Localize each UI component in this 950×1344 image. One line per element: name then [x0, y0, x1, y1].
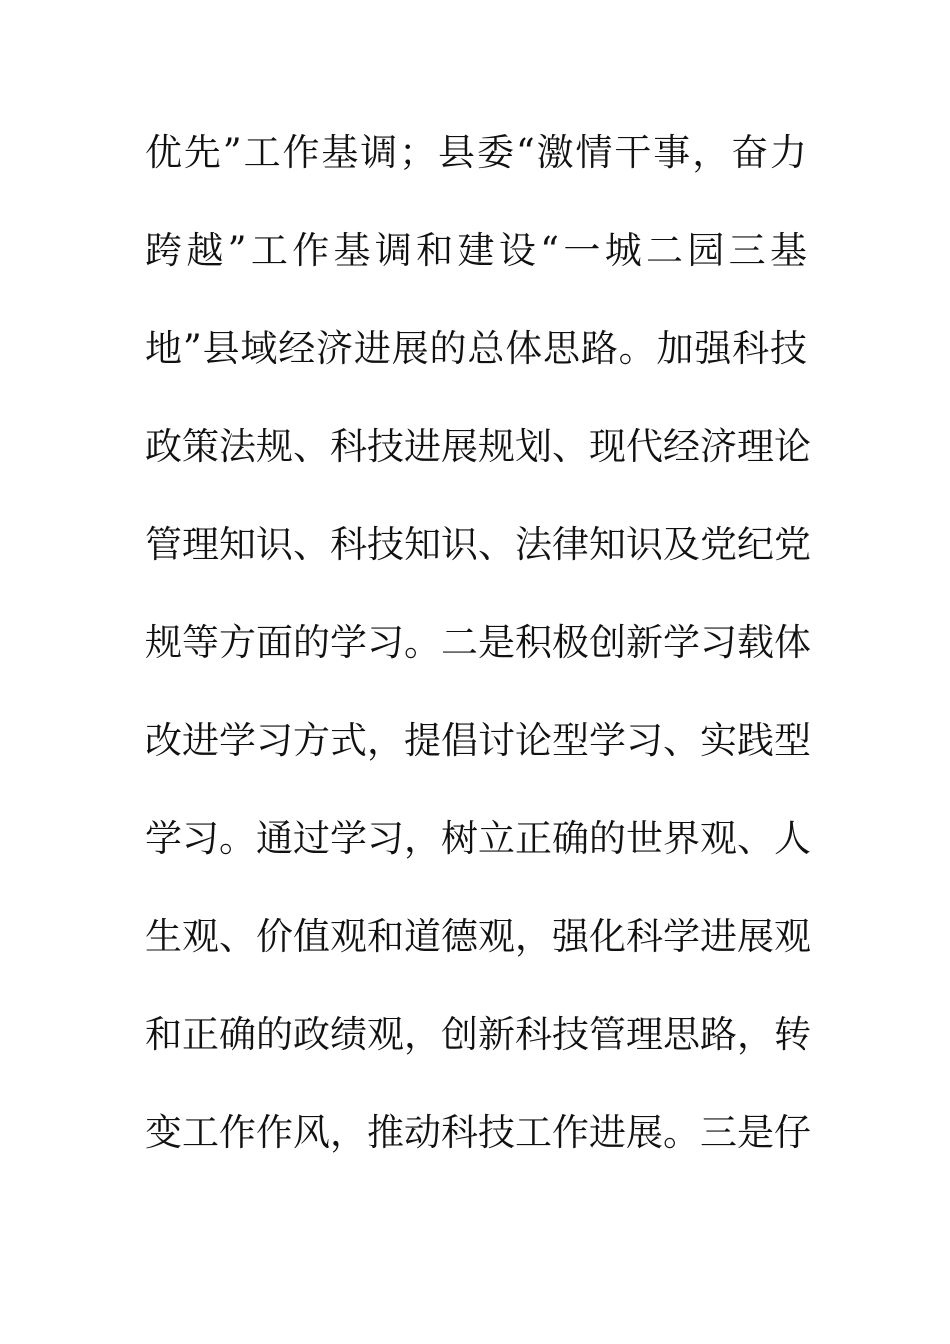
text-line-10: 和正确的政绩观，创新科技管理思路，转 [145, 1013, 811, 1056]
text-line-9: 生观、价值观和道德观，强化科学进展观 [145, 915, 811, 958]
text-line-4: 政策法规、科技进展规划、现代经济理论 [145, 425, 811, 468]
body-text [145, 126, 811, 1204]
text-line-11: 变工作作风，推动科技工作进展。三是仔 [145, 1111, 811, 1154]
text-line-2: 跨越”工作基调和建设“一城二园三基 [145, 229, 807, 272]
text-line-1: 优先”工作基调；县委“激情干事，奋力 [145, 131, 807, 174]
text-line-5: 管理知识、科技知识、法律知识及党纪党 [145, 523, 811, 566]
text-line-6: 规等方面的学习。二是积极创新学习载体 [145, 621, 811, 664]
text-line-7: 改进学习方式，提倡讨论型学习、实践型 [145, 719, 811, 762]
text-line-8: 学习。通过学习，树立正确的世界观、人 [145, 817, 811, 860]
text-line-3: 地”县域经济进展的总体思路。加强科技 [145, 327, 807, 370]
